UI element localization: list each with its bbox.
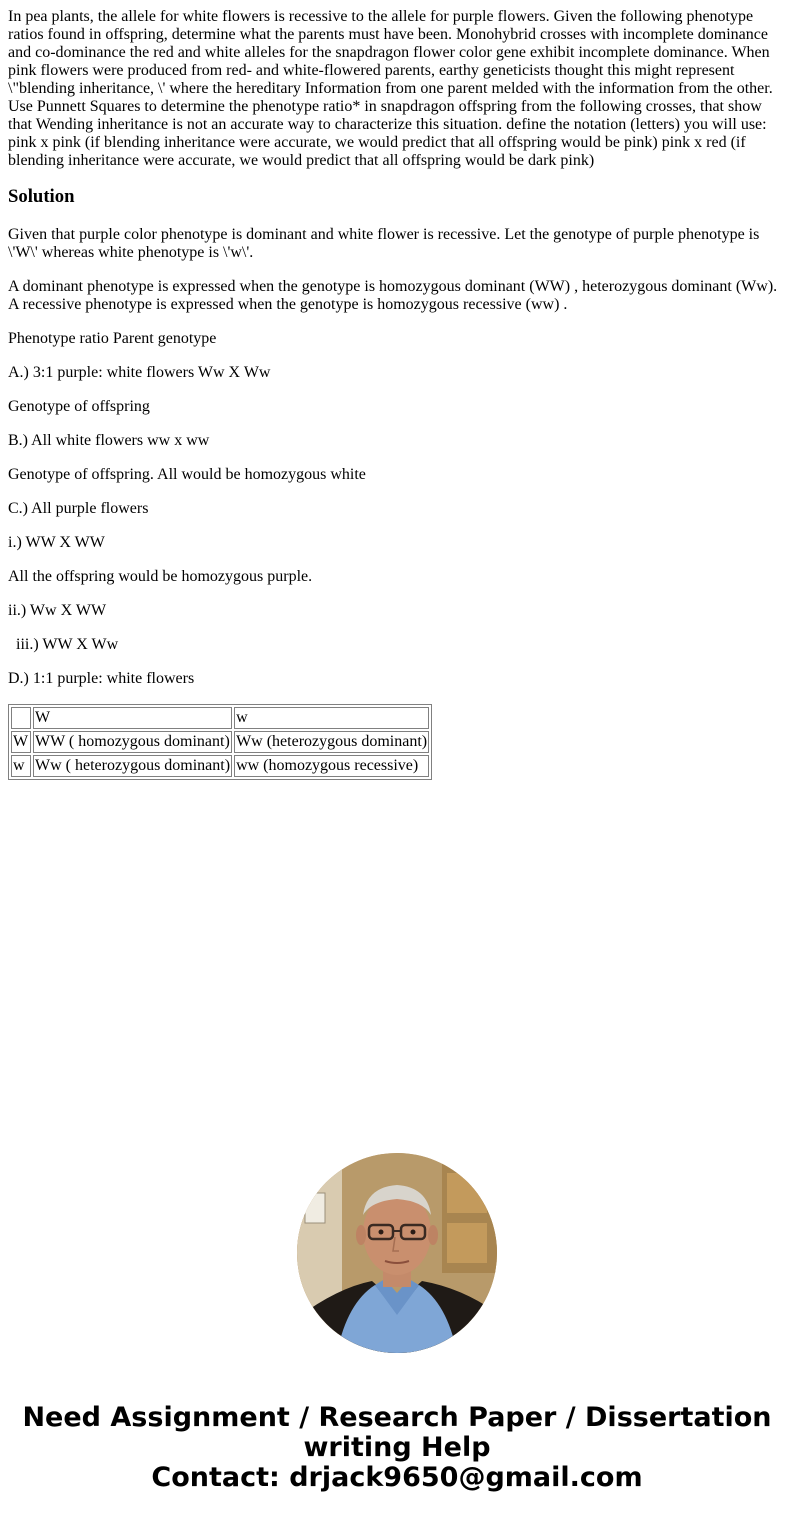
table-cell: Ww ( heterozygous dominant) — [33, 755, 232, 777]
paragraph-case-c-iii: iii.) WW X Ww — [16, 636, 119, 653]
paragraph-case-d: D.) 1:1 purple: white flowers — [8, 670, 195, 687]
paragraph-case-c-ii: ii.) Ww X WW — [8, 602, 107, 619]
table-cell: ww (homozygous recessive) — [234, 755, 429, 777]
punnett-square-table — [8, 704, 432, 780]
table-row-header: W — [11, 731, 31, 753]
paragraph-genotype-a: Genotype of offspring — [8, 398, 150, 415]
question-text: In pea plants, the allele for white flowers is recessive to the allele for purple flowers. Given the following phenotype ratios found in offspring, determine what the parents must have been. Monohybrid crosses with incomplete dominance and co-dominance the red and white alleles for the snapdragon flower color gene exhibit incomplete dominance. When pink flowers were produced from red- and white-flowered parents, earthy geneticists thought this might represent \"blending inheritance, \' where the hereditary Information from one parent melded with the information from the other. Use Punnett Squares to determine the phenotype ratio* in snapdragon offspring from the following crosses, that show that Wending inheritance is not an accurate way to characterize this situation. define the notation (letters) you will use: pink x pink (if blending inheritance were accurate, we would predict that all offspring would be pink) pink x red (if blending inheritance were accurate, we would predict that all offspring would be dark pink) — [8, 8, 773, 169]
footer-contact-line: Contact: drjack9650@gmail.com — [151, 1462, 643, 1493]
paragraph-case-b: B.) All white flowers ww x ww — [8, 432, 210, 449]
paragraph-case-c-i-result: All the offspring would be homozygous purple. — [8, 568, 313, 585]
table-header-cell: w — [234, 707, 429, 729]
paragraph-intro: Given that purple color phenotype is dominant and white flower is recessive. Let the genotype of purple phenotype is \'W\' whereas white phenotype is \'w\'. — [8, 226, 760, 261]
footer-line-2: writing Help — [303, 1432, 491, 1463]
footer-line-1: Need Assignment / Research Paper / Dissertation — [22, 1402, 772, 1433]
paragraph-ratio-header: Phenotype ratio Parent genotype — [8, 330, 217, 347]
table-row — [11, 755, 429, 777]
solution-heading: Solution — [8, 186, 75, 207]
table-row — [11, 707, 429, 729]
table-cell: WW ( homozygous dominant) — [33, 731, 232, 753]
avatar-portrait-image — [297, 1153, 497, 1353]
table-cell — [11, 707, 31, 729]
table-cell: Ww (heterozygous dominant) — [234, 731, 429, 753]
paragraph-case-c-i: i.) WW X WW — [8, 534, 105, 551]
paragraph-case-c: C.) All purple flowers — [8, 500, 149, 517]
author-avatar — [297, 1153, 497, 1353]
table-row-header: w — [11, 755, 31, 777]
document-body — [8, 8, 786, 780]
paragraph-genotype-b: Genotype of offspring. All would be homozygous white — [8, 466, 366, 483]
paragraph-case-a: A.) 3:1 purple: white flowers Ww X Ww — [8, 364, 271, 381]
paragraph-dominance: A dominant phenotype is expressed when the genotype is homozygous dominant (WW) , heterozygous dominant (Ww). A recessive phenotype is expressed when the genotype is homozygous recessive (ww) . — [8, 278, 778, 313]
contact-footer — [0, 1403, 794, 1493]
table-row — [11, 731, 429, 753]
table-header-cell: W — [33, 707, 232, 729]
